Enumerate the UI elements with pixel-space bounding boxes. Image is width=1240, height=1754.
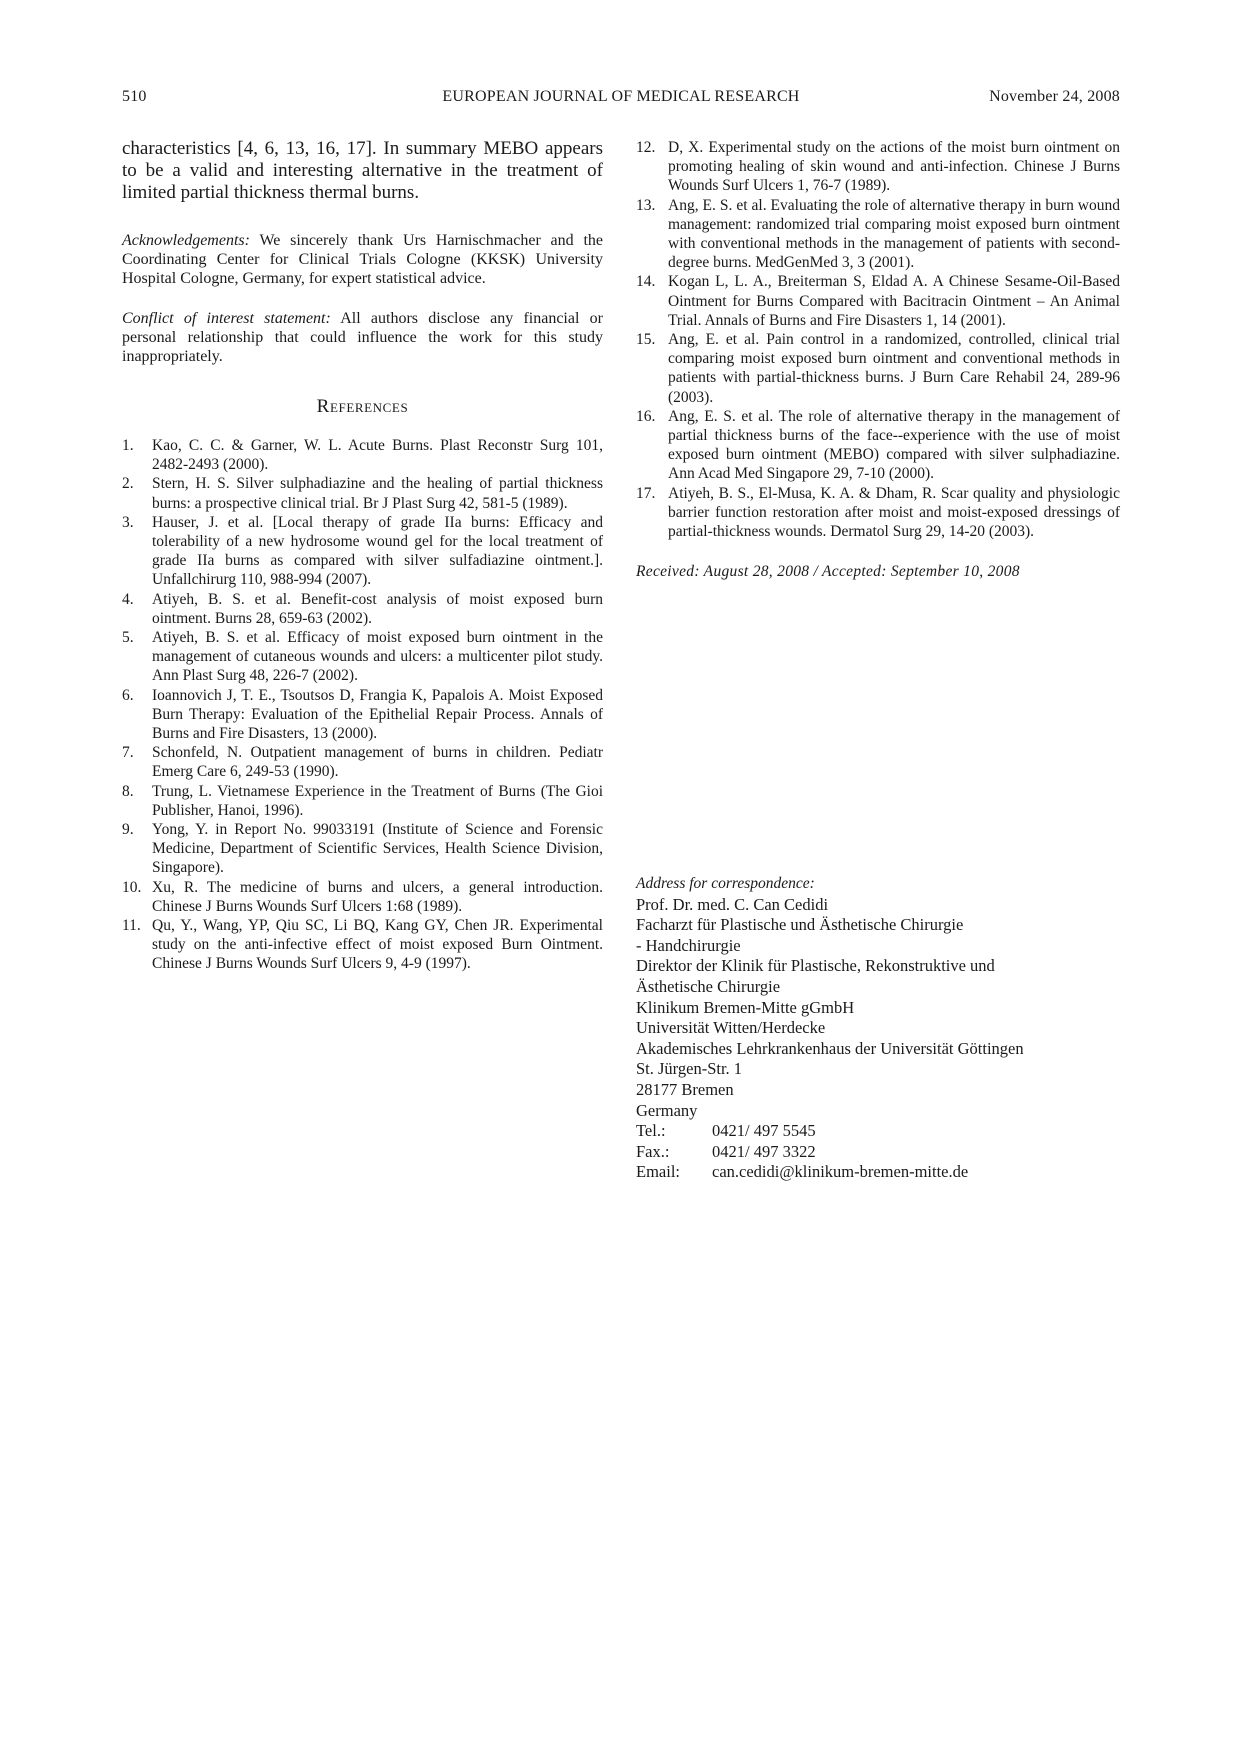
reference-item [636, 272, 1120, 330]
reference-number: 7. [122, 744, 134, 762]
reference-text: Schonfeld, N. Outpatient management of burns in children. Pediatr Emerg Care 6, 249-53 (1990). [152, 744, 603, 781]
reference-text: Atiyeh, B. S. et al. Efficacy of moist exposed burn ointment in the management of cutaneous wounds and ulcers: a multicenter pilot study. Ann Plast Surg 48, 226-7 (2002). [152, 629, 603, 685]
reference-text: Atiyeh, B. S., El-Musa, K. A. & Dham, R. Scar quality and physiologic barrier function restoration after moist and moist-exposed dressings of partial-thickness wounds. Dermatol Surg 29, 14-20 (2003). [668, 484, 1120, 541]
reference-text: Atiyeh, B. S. et al. Benefit-cost analysis of moist exposed burn ointment. Burns 28, 659-63 (2002). [152, 590, 603, 627]
reference-item [122, 743, 603, 781]
reference-number: 16. [636, 407, 656, 425]
conflict-of-interest-paragraph [122, 309, 603, 366]
reference-item [636, 407, 1120, 484]
reference-text: Ang, E. S. et al. Evaluating the role of alternative therapy in burn wound management: randomized trial comparing moist exposed burn ointment with conventional methods in the management of patients with second-degree burns. MedGenMed 3, 3 (2001). [668, 196, 1120, 272]
acknowledgements-text: We sincerely thank Urs Harnischmacher and the Coordinating Center for Clinical Trials Cologne (KKSK) University Hospital Cologne, Germany, for expert statistical advice. [122, 232, 603, 287]
reference-number: 12. [636, 139, 656, 156]
reference-number: 10. [122, 878, 142, 896]
address-line: Prof. Dr. med. C. Can Cedidi [636, 894, 829, 914]
fax-label: Fax.: [636, 1141, 670, 1161]
reference-text: Stern, H. S. Silver sulphadiazine and the healing of partial thickness burns: a prospective clinical trial. Br J Plast Surg 42, 581-5 (1989). [152, 475, 603, 512]
fax-number: 0421/ 497 3322 [712, 1141, 816, 1161]
references-heading: References [316, 396, 409, 417]
reference-item [122, 820, 603, 878]
email-address: can.cedidi@klinikum-bremen-mitte.de [712, 1162, 969, 1182]
address-line: Klinikum Bremen-Mitte gGmbH [636, 997, 855, 1017]
reference-item [636, 330, 1120, 407]
running-header [122, 88, 1120, 112]
reference-text: Kogan L, L. A., Breiterman S, Eldad A. A Chinese Sesame-Oil-Based Ointment for Burns Compared with Bacitracin Ointment – An Animal Trial. Annals of Burns and Fire Disasters 1, 14 (2001). [668, 273, 1120, 329]
reference-list-right [636, 138, 1120, 541]
telephone-number: 0421/ 497 5545 [712, 1121, 816, 1141]
conflict-text: All authors disclose any financial or personal relationship that could influence the work for this study inappropriately. [122, 310, 604, 365]
reference-item [122, 436, 603, 474]
telephone-label: Tel.: [636, 1121, 666, 1141]
address-line: Facharzt für Plastische und Ästhetische Chirurgie [636, 915, 964, 935]
reference-item [122, 782, 603, 820]
reference-item [122, 686, 603, 744]
reference-number: 2. [122, 475, 134, 493]
email-row [636, 1162, 1120, 1183]
reference-text: Trung, L. Vietnamese Experience in the Treatment of Burns (The Gioi Publisher, Hanoi, 1996). [152, 782, 603, 819]
address-line: - Handchirurgie [636, 935, 741, 955]
address-line: Direktor der Klinik für Plastische, Rekonstruktive und [636, 956, 995, 976]
reference-item [122, 916, 603, 974]
reference-item [122, 474, 603, 512]
reference-number: 14. [636, 273, 656, 291]
reference-number: 11. [122, 917, 141, 935]
reference-number: 13. [636, 196, 656, 214]
received-accepted-dates: Received: August 28, 2008 / Accepted: September 10, 2008 [636, 563, 1020, 581]
page-number: 510 [122, 88, 147, 105]
reference-item [122, 513, 603, 590]
reference-number: 15. [636, 331, 656, 349]
reference-text: Qu, Y., Wang, YP, Qiu SC, Li BQ, Kang GY, Chen JR. Experimental study on the anti-infective effect of moist exposed Burn Ointment. Chinese J Burns Wounds Surf Ulcers 9, 4-9 (1997). [152, 917, 603, 973]
correspondence-address [636, 874, 1120, 1183]
telephone-row [636, 1121, 1120, 1142]
reference-list-left [122, 436, 603, 974]
acknowledgements-label: Acknowledgements: [122, 232, 250, 249]
email-label: Email: [636, 1162, 680, 1182]
reference-number: 5. [122, 629, 134, 647]
address-label: Address for correspondence: [636, 875, 815, 892]
address-line: St. Jürgen-Str. 1 [636, 1059, 743, 1079]
summary-paragraph: characteristics [4, 6, 13, 16, 17]. In summary MEBO appears to be a valid and interesting alternative in the treatment of limited partial thickness thermal burns. [122, 138, 603, 203]
reference-number: 17. [636, 484, 656, 502]
reference-text: Hauser, J. et al. [Local therapy of grade IIa burns: Efficacy and tolerability of a new hydrosome wound gel for the local treatment of grade IIa burns as compared with silver sulfadiazine ointment.]. Unfallchirurg 110, 988-994 (2007). [152, 513, 603, 589]
acknowledgements-paragraph [122, 231, 603, 288]
reference-item [122, 628, 603, 686]
reference-number: 9. [122, 821, 134, 839]
reference-text: Yong, Y. in Report No. 99033191 (Institute of Science and Forensic Medicine, Department of Scientific Services, Health Science Division, Singapore). [152, 821, 603, 877]
right-column [636, 138, 1120, 581]
reference-item [122, 590, 603, 628]
left-column [122, 138, 603, 974]
reference-item [636, 196, 1120, 273]
reference-text: D, X. Experimental study on the actions of the moist burn ointment on promoting healing of skin wound and anti-infection. Chinese J Burns Wounds Surf Ulcers 1, 76-7 (1989). [668, 139, 1120, 195]
address-line: Ästhetische Chirurgie [636, 976, 781, 996]
reference-text: Xu, R. The medicine of burns and ulcers, a general introduction. Chinese J Burns Wounds Surf Ulcers 1:68 (1989). [152, 878, 603, 915]
reference-number: 8. [122, 782, 134, 800]
reference-number: 3. [122, 513, 134, 531]
reference-text: Ioannovich J, T. E., Tsoutsos D, Frangia K, Papalois A. Moist Exposed Burn Therapy: Evaluation of the Epithelial Repair Process. Annals of Burns and Fire Disasters, 13 (2000). [152, 686, 603, 743]
reference-item [636, 138, 1120, 196]
issue-date: November 24, 2008 [989, 88, 1120, 105]
journal-title: EUROPEAN JOURNAL OF MEDICAL RESEARCH [442, 88, 800, 105]
reference-text: Ang, E. et al. Pain control in a randomized, controlled, clinical trial comparing moist exposed burn ointment and conventional methods in patients with partial-thickness burns. J Burn Care Rehabil 24, 289-96 (2003). [668, 331, 1120, 406]
reference-number: 6. [122, 686, 134, 704]
address-line: Akademisches Lehrkrankenhaus der Universität Göttingen [636, 1038, 1024, 1058]
fax-row [636, 1142, 1120, 1163]
reference-number: 4. [122, 590, 134, 608]
reference-item [636, 484, 1120, 542]
address-line: Germany [636, 1100, 698, 1120]
reference-item [122, 878, 603, 916]
reference-text: Kao, C. C. & Garner, W. L. Acute Burns. Plast Reconstr Surg 101, 2482-2493 (2000). [152, 437, 603, 474]
reference-number: 1. [122, 437, 134, 454]
address-line: 28177 Bremen [636, 1079, 734, 1099]
address-line: Universität Witten/Herdecke [636, 1018, 826, 1038]
reference-text: Ang, E. S. et al. The role of alternative therapy in the management of partial thickness burns of the face--experience with the use of moist exposed burn ointment (MEBO) compared with silver sulphadiazine. Ann Acad Med Singapore 29, 7-10 (2000). [668, 407, 1120, 483]
conflict-label: Conflict of interest statement: [122, 310, 331, 327]
